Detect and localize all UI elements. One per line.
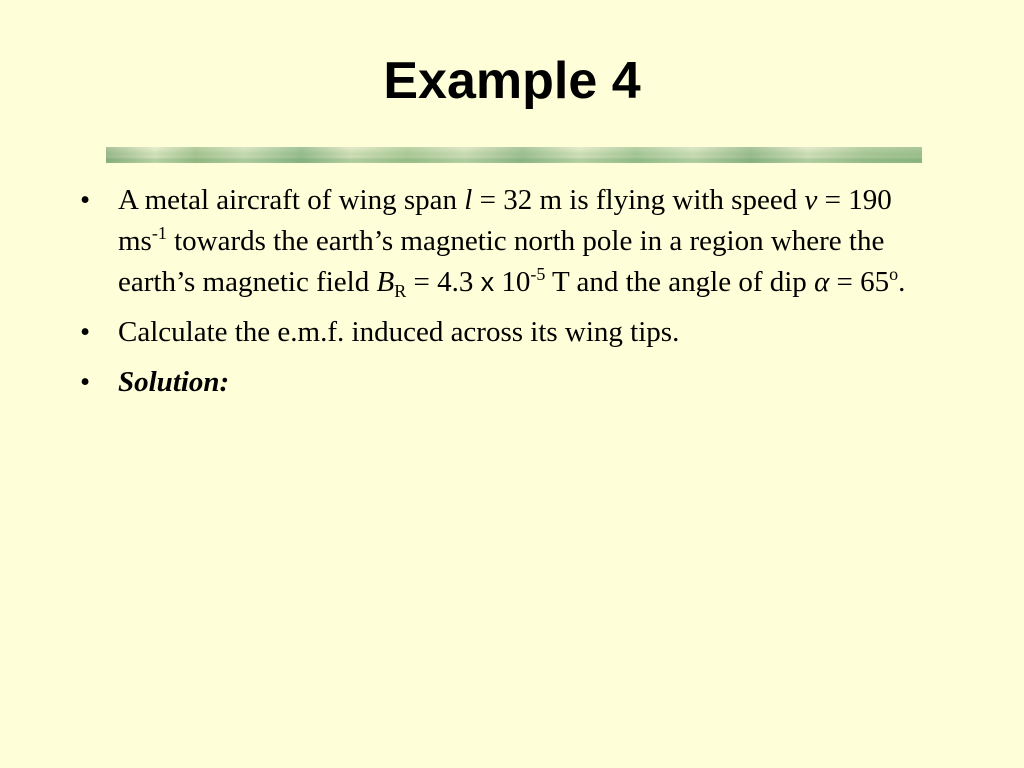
problem-text-5: = 4.3	[406, 266, 481, 298]
bullet-item-solution	[72, 362, 932, 403]
problem-text-4: towards the earth’s magnetic north pole in a region where the earth’s magnetic field	[118, 225, 885, 298]
bullet-item-problem	[72, 180, 932, 303]
solution-label: Solution:	[118, 366, 230, 398]
slide-title: Example 4	[383, 52, 641, 110]
problem-text-6: 10	[494, 266, 531, 298]
variable-B: B	[376, 266, 395, 298]
problem-text-8: = 65	[829, 266, 890, 298]
bullet-marker: •	[80, 316, 91, 348]
subscript-R: R	[394, 281, 407, 301]
bullet-marker: •	[80, 366, 91, 398]
superscript-minus-five: -5	[530, 264, 546, 284]
bullet-marker: •	[80, 184, 91, 216]
problem-text-3: = 190 ms	[118, 184, 892, 257]
bullet-list	[72, 180, 932, 412]
problem-text-1: A metal aircraft of wing span	[118, 184, 465, 216]
alpha-symbol: α	[814, 266, 830, 298]
problem-text-2: = 32 m is flying with speed	[472, 184, 805, 216]
variable-l: l	[464, 184, 473, 216]
degree-superscript: o	[889, 264, 899, 284]
superscript-minus-one: -1	[151, 223, 167, 243]
title-divider	[106, 147, 922, 163]
variable-v: v	[804, 184, 818, 216]
problem-text-7: T and the angle of dip	[545, 266, 815, 298]
bullet-item-task	[72, 312, 932, 353]
task-text: Calculate the e.m.f. induced across its wing tips.	[118, 316, 680, 348]
times-symbol: x	[480, 267, 495, 297]
problem-text-9: .	[898, 266, 906, 298]
